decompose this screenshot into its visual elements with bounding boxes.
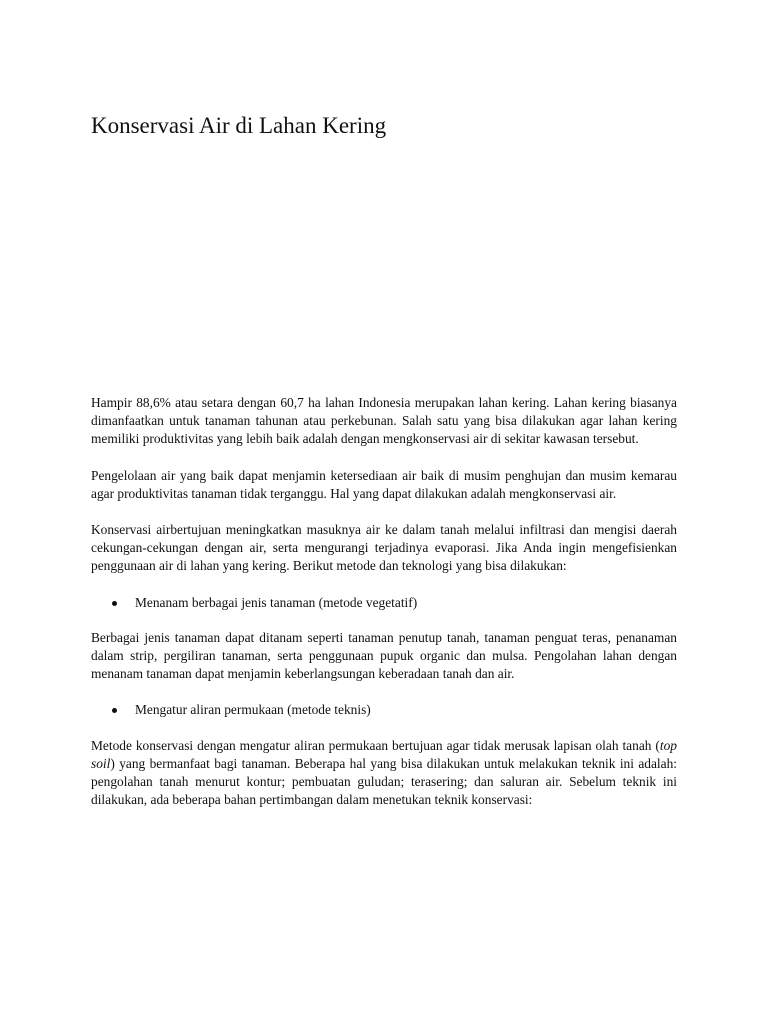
list-item-technical	[135, 701, 677, 719]
bullet-icon	[112, 601, 117, 606]
list-item-technical-text: Mengatur aliran permukaan (metode teknis)	[135, 702, 371, 718]
paragraph-intro: Hampir 88,6% atau setara dengan 60,7 ha lahan Indonesia merupakan lahan kering. Lahan kering biasanya dimanfaatkan untuk tanaman tahunan atau perkebunan. Salah satu yang bisa dilakukan agar lahan kering memiliki produktivitas yang lebih baik adalah dengan mengkonservasi air di sekitar kawasan tersebut.	[91, 395, 677, 447]
list-item-vegetative-text: Menanam berbagai jenis tanaman (metode vegetatif)	[135, 594, 418, 610]
paragraph-technical-method	[91, 737, 677, 810]
bullet-list-technical	[91, 701, 677, 719]
document-body	[91, 394, 677, 827]
emphasis-top-soil: top soil	[91, 737, 677, 771]
paragraph-technical-text-start: Metode konservasi dengan mengatur aliran permukaan bertujuan agar tidak merusak lapisan olah tanah (	[91, 737, 660, 753]
list-item-vegetative	[135, 594, 677, 612]
bullet-icon	[112, 708, 117, 713]
document-title: Konservasi Air di Lahan Kering	[91, 113, 387, 138]
paragraph-water-management: Pengelolaan air yang baik dapat menjamin ketersediaan air baik di musim penghujan dan musim kemarau agar produktivitas tanaman tidak terganggu. Hal yang dapat dilakukan adalah mengkonservasi air.	[91, 467, 677, 501]
paragraph-vegetative-method: Berbagai jenis tanaman dapat ditanam seperti tanaman penutup tanah, tanaman penguat teras, penanaman dalam strip, pergiliran tanaman, serta penggunaan pupuk organic dan mulsa. Pengolahan lahan dengan menanam tanaman dapat menjamin keberlangsungan keberadaan tanah dan air.	[91, 629, 677, 682]
paragraph-technical-text-end: ) yang bermanfaat bagi tanaman. Beberapa hal yang bisa dilakukan untuk melakukan teknik ini adalah: pengolahan tanah menurut kontur; pembuatan guludan; terasering; dan saluran air. Sebelum teknik ini dilakukan, ada beberapa bahan pertimbangan dalam menetukan teknik konservasi:	[91, 755, 677, 808]
paragraph-conservation-goal: Konservasi airbertujuan meningkatkan masuknya air ke dalam tanah melalui infiltrasi dan mengisi daerah cekungan-cekungan dengan air, serta mengurangi terjadinya evaporasi. Jika Anda ingin mengefisienkan penggunaan air di lahan yang kering. Berikut metode dan teknologi yang bisa dilakukan:	[91, 522, 677, 574]
bullet-list-vegetative	[91, 594, 677, 612]
